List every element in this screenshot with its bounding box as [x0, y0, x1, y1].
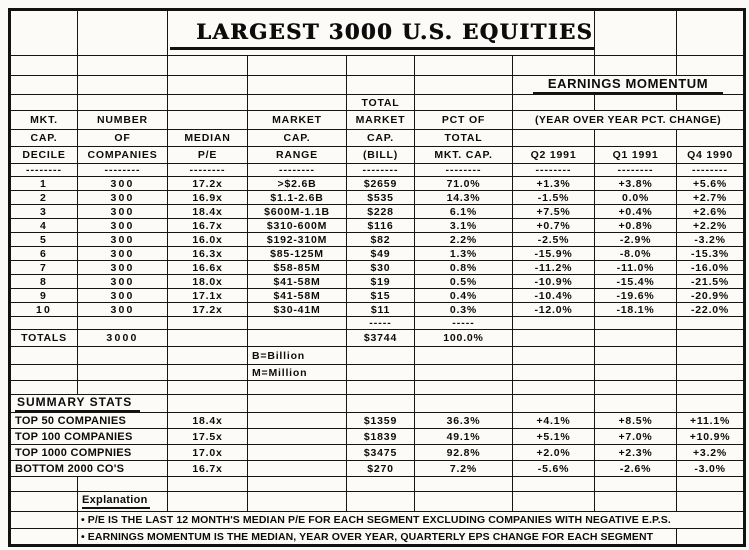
q1-cell: +0.8%: [595, 219, 677, 233]
companies-cell: 300: [78, 177, 168, 191]
empty-cell: [415, 477, 513, 492]
earnings-momentum-row: [10, 76, 745, 95]
range-cell: >$2.6B: [248, 177, 347, 191]
pe-cell: 16.7x: [168, 219, 248, 233]
decile-row-10: [10, 303, 745, 317]
range-cell: $192-310M: [248, 233, 347, 247]
pct-cell: 49.1%: [415, 429, 513, 445]
dash-cell: -----: [347, 317, 415, 330]
q1-cell: 0.0%: [595, 191, 677, 205]
empty-cell: [677, 529, 745, 546]
range-cell: $600M-1.1B: [248, 205, 347, 219]
empty-cell: [168, 365, 248, 381]
dash-cell: --------: [248, 164, 347, 177]
empty-cell: [595, 130, 677, 147]
empty-cell: [513, 95, 595, 111]
col-header-pe: P/E: [168, 147, 248, 164]
pct-cell: 2.2%: [415, 233, 513, 247]
q1-cell: -11.0%: [595, 261, 677, 275]
q2-cell: -2.5%: [513, 233, 595, 247]
empty-cell: [248, 330, 347, 347]
empty-cell: [10, 317, 78, 330]
decile-cell: 9: [10, 289, 78, 303]
explanation-title-text: Explanation: [82, 494, 150, 509]
empty-cell: [78, 76, 168, 95]
empty-cell: [513, 381, 595, 395]
col-header-yoy: (YEAR OVER YEAR PCT. CHANGE): [513, 111, 745, 130]
empty-cell: [78, 95, 168, 111]
empty-cell: [595, 395, 677, 413]
q1-cell: -2.9%: [595, 233, 677, 247]
dash-cell: --------: [513, 164, 595, 177]
empty-cell: [10, 492, 78, 512]
cap-cell: $11: [347, 303, 415, 317]
empty-cell: [677, 10, 745, 56]
decile-row-7: [10, 261, 745, 275]
header-row-2: [10, 130, 745, 147]
pct-cell: 7.2%: [415, 461, 513, 477]
range-cell: $85-125M: [248, 247, 347, 261]
q4-cell: -3.2%: [677, 233, 745, 247]
legend-million: M=Million: [248, 365, 347, 381]
pct-cell: 36.3%: [415, 413, 513, 429]
empty-cell: [168, 477, 248, 492]
q2-cell: +5.1%: [513, 429, 595, 445]
col-header-total: TOTAL: [347, 95, 415, 111]
companies-cell: 300: [78, 261, 168, 275]
q4-cell: +11.1%: [677, 413, 745, 429]
empty-cell: [677, 347, 745, 365]
decile-row-8: [10, 275, 745, 289]
empty-cell: [415, 395, 513, 413]
empty-cell: [347, 76, 415, 95]
empty-cell: [513, 492, 595, 512]
empty-cell: [168, 330, 248, 347]
report-title-text: LARGEST 3000 U.S. EQUITIES: [170, 17, 595, 50]
summary-label: TOP 50 COMPANIES: [10, 413, 168, 429]
dash-cell: --------: [677, 164, 745, 177]
report-title: [168, 10, 595, 56]
empty-cell: [415, 95, 513, 111]
empty-cell: [168, 492, 248, 512]
empty-cell: [248, 317, 347, 330]
empty-cell: [677, 95, 745, 111]
q2-cell: +4.1%: [513, 413, 595, 429]
cap-cell: $1839: [347, 429, 415, 445]
companies-cell: 300: [78, 191, 168, 205]
decile-cell: 6: [10, 247, 78, 261]
pct-cell: 14.3%: [415, 191, 513, 205]
q1-cell: -18.1%: [595, 303, 677, 317]
explanation-title-row: [10, 492, 745, 512]
legend-billion: B=Billion: [248, 347, 347, 365]
cap-cell: $1359: [347, 413, 415, 429]
summary-stats-title: [10, 395, 168, 413]
empty-cell: [168, 95, 248, 111]
pct-cell: 71.0%: [415, 177, 513, 191]
empty-cell: [10, 381, 78, 395]
legend-row-million: [10, 365, 745, 381]
decile-row-6: [10, 247, 745, 261]
q4-cell: -16.0%: [677, 261, 745, 275]
col-header-market2: MARKET: [347, 111, 415, 130]
q2-cell: -10.9%: [513, 275, 595, 289]
explanation-bullet-pe: • P/E IS THE LAST 12 MONTH'S MEDIAN P/E FOR EACH SEGMENT EXCLUDING COMPANIES WITH NEGATIVE E.P.S.: [78, 512, 745, 529]
explanation-bullet-row-1: [10, 512, 745, 529]
empty-cell: [10, 10, 78, 56]
empty-cell: [595, 330, 677, 347]
pct-cell: 0.8%: [415, 261, 513, 275]
header-row-total: [10, 95, 745, 111]
pe-cell: 16.3x: [168, 247, 248, 261]
col-header-mkt: MKT.: [10, 111, 78, 130]
totals-label: TOTALS: [10, 330, 78, 347]
cap-cell: $3475: [347, 445, 415, 461]
pe-cell: 16.0x: [168, 233, 248, 247]
empty-cell: [10, 95, 78, 111]
decile-row-4: [10, 219, 745, 233]
empty-cell: [677, 395, 745, 413]
empty-cell: [595, 10, 677, 56]
empty-cell: [677, 492, 745, 512]
empty-cell: [595, 365, 677, 381]
pe-cell: 17.5x: [168, 429, 248, 445]
empty-cell: [677, 365, 745, 381]
pct-cell: 0.3%: [415, 303, 513, 317]
col-header-median: MEDIAN: [168, 130, 248, 147]
empty-cell: [248, 95, 347, 111]
empty-cell: [677, 381, 745, 395]
divider-dash-row: [10, 164, 745, 177]
summary-label: TOP 100 COMPANIES: [10, 429, 168, 445]
col-header-cap3: CAP.: [347, 130, 415, 147]
range-cell: $41-58M: [248, 275, 347, 289]
empty-cell: [415, 381, 513, 395]
q2-cell: +2.0%: [513, 445, 595, 461]
col-header-decile: DECILE: [10, 147, 78, 164]
q4-cell: +2.2%: [677, 219, 745, 233]
pct-cell: 92.8%: [415, 445, 513, 461]
empty-cell: [347, 381, 415, 395]
q1-cell: -2.6%: [595, 461, 677, 477]
totals-pct: 100.0%: [415, 330, 513, 347]
cap-cell: $228: [347, 205, 415, 219]
empty-cell: [168, 56, 248, 76]
header-row-3: [10, 147, 745, 164]
cap-cell: $2659: [347, 177, 415, 191]
empty-cell: [78, 56, 168, 76]
cap-cell: $535: [347, 191, 415, 205]
q2-cell: +0.7%: [513, 219, 595, 233]
empty-cell: [248, 56, 347, 76]
empty-cell: [168, 381, 248, 395]
col-header-of: OF: [78, 130, 168, 147]
col-header-bill: (BILL): [347, 147, 415, 164]
col-header-q1-1991: Q1 1991: [595, 147, 677, 164]
pct-cell: 0.4%: [415, 289, 513, 303]
empty-cell: [248, 413, 347, 429]
blank-row: [10, 56, 745, 76]
dash-cell: --------: [595, 164, 677, 177]
col-header-cap: CAP.: [10, 130, 78, 147]
pct-cell: 1.3%: [415, 247, 513, 261]
explanation-bullet-momentum: • EARNINGS MOMENTUM IS THE MEDIAN, YEAR OVER YEAR, QUARTERLY EPS CHANGE FOR EACH SEGMENT: [78, 529, 677, 546]
col-header-q2-1991: Q2 1991: [513, 147, 595, 164]
q4-cell: -21.5%: [677, 275, 745, 289]
empty-cell: [78, 317, 168, 330]
decile-cell: 7: [10, 261, 78, 275]
empty-cell: [248, 445, 347, 461]
pe-cell: 16.7x: [168, 461, 248, 477]
empty-cell: [10, 529, 78, 546]
col-header-mktcap: MKT. CAP.: [415, 147, 513, 164]
q4-cell: +2.7%: [677, 191, 745, 205]
q2-cell: -10.4%: [513, 289, 595, 303]
empty-cell: [677, 330, 745, 347]
empty-cell: [78, 365, 168, 381]
empty-cell: [248, 492, 347, 512]
empty-cell: [168, 111, 248, 130]
q1-cell: -8.0%: [595, 247, 677, 261]
decile-row-1: [10, 177, 745, 191]
cap-cell: $19: [347, 275, 415, 289]
empty-cell: [78, 381, 168, 395]
equities-table: [8, 8, 746, 547]
totals-row: [10, 330, 745, 347]
dash-cell: --------: [10, 164, 78, 177]
summary-row-top100: [10, 429, 745, 445]
empty-cell: [347, 347, 415, 365]
decile-cell: 1: [10, 177, 78, 191]
pe-cell: 16.6x: [168, 261, 248, 275]
q2-cell: -12.0%: [513, 303, 595, 317]
empty-cell: [248, 429, 347, 445]
explanation-title: [78, 492, 168, 512]
title-row: [10, 10, 745, 56]
decile-cell: 4: [10, 219, 78, 233]
empty-cell: [595, 56, 677, 76]
q1-cell: +2.3%: [595, 445, 677, 461]
decile-cell: 2: [10, 191, 78, 205]
empty-cell: [347, 492, 415, 512]
empty-cell: [10, 56, 78, 76]
q1-cell: -15.4%: [595, 275, 677, 289]
earnings-momentum-text: EARNINGS MOMENTUM: [533, 76, 723, 94]
empty-cell: [347, 365, 415, 381]
decile-row-2: [10, 191, 745, 205]
legend-row-billion: [10, 347, 745, 365]
pct-cell: 0.5%: [415, 275, 513, 289]
summary-row-top50: [10, 413, 745, 429]
empty-cell: [10, 477, 78, 492]
col-header-pctof: PCT OF: [415, 111, 513, 130]
companies-cell: 300: [78, 275, 168, 289]
summary-title-row: [10, 395, 745, 413]
range-cell: $58-85M: [248, 261, 347, 275]
q4-cell: -15.3%: [677, 247, 745, 261]
blank-row: [10, 477, 745, 492]
empty-cell: [513, 130, 595, 147]
empty-cell: [415, 365, 513, 381]
summary-row-top1000: [10, 445, 745, 461]
empty-cell: [677, 477, 745, 492]
totals-dash-row: [10, 317, 745, 330]
pct-cell: 3.1%: [415, 219, 513, 233]
empty-cell: [248, 461, 347, 477]
empty-cell: [595, 317, 677, 330]
q2-cell: -11.2%: [513, 261, 595, 275]
empty-cell: [415, 492, 513, 512]
pe-cell: 17.1x: [168, 289, 248, 303]
q1-cell: +8.5%: [595, 413, 677, 429]
explanation-bullet-row-2: [10, 529, 745, 546]
empty-cell: [595, 381, 677, 395]
empty-cell: [10, 76, 78, 95]
col-header-range: RANGE: [248, 147, 347, 164]
totals-cap: $3744: [347, 330, 415, 347]
cap-cell: $15: [347, 289, 415, 303]
pe-cell: 17.0x: [168, 445, 248, 461]
empty-cell: [677, 317, 745, 330]
q1-cell: +3.8%: [595, 177, 677, 191]
empty-cell: [513, 317, 595, 330]
col-header-cap2: CAP.: [248, 130, 347, 147]
summary-label: TOP 1000 COMPNIES: [10, 445, 168, 461]
summary-stats-title-text: SUMMARY STATS: [15, 395, 140, 412]
empty-cell: [415, 76, 513, 95]
blank-row: [10, 381, 745, 395]
empty-cell: [248, 395, 347, 413]
earnings-momentum-header: [513, 76, 745, 95]
empty-cell: [78, 10, 168, 56]
range-cell: $41-58M: [248, 289, 347, 303]
totals-companies: 3000: [78, 330, 168, 347]
col-header-total2: TOTAL: [415, 130, 513, 147]
cap-cell: $82: [347, 233, 415, 247]
col-header-q4-1990: Q4 1990: [677, 147, 745, 164]
q4-cell: -3.0%: [677, 461, 745, 477]
range-cell: $1.1-2.6B: [248, 191, 347, 205]
dash-cell: --------: [168, 164, 248, 177]
empty-cell: [595, 477, 677, 492]
q2-cell: -5.6%: [513, 461, 595, 477]
q2-cell: +7.5%: [513, 205, 595, 219]
dash-cell: --------: [78, 164, 168, 177]
summary-label: BOTTOM 2000 CO'S: [10, 461, 168, 477]
empty-cell: [415, 347, 513, 365]
empty-cell: [677, 130, 745, 147]
decile-cell: 3: [10, 205, 78, 219]
q4-cell: +10.9%: [677, 429, 745, 445]
q2-cell: -1.5%: [513, 191, 595, 205]
empty-cell: [595, 347, 677, 365]
companies-cell: 300: [78, 233, 168, 247]
cap-cell: $30: [347, 261, 415, 275]
empty-cell: [248, 477, 347, 492]
cap-cell: $116: [347, 219, 415, 233]
empty-cell: [10, 347, 78, 365]
pe-cell: 17.2x: [168, 303, 248, 317]
pe-cell: 18.4x: [168, 413, 248, 429]
pe-cell: 18.0x: [168, 275, 248, 289]
companies-cell: 300: [78, 247, 168, 261]
col-header-market: MARKET: [248, 111, 347, 130]
empty-cell: [168, 317, 248, 330]
empty-cell: [78, 347, 168, 365]
range-cell: $30-41M: [248, 303, 347, 317]
empty-cell: [513, 347, 595, 365]
q1-cell: +0.4%: [595, 205, 677, 219]
header-row-1: [10, 111, 745, 130]
cap-cell: $270: [347, 461, 415, 477]
empty-cell: [78, 477, 168, 492]
q4-cell: -20.9%: [677, 289, 745, 303]
empty-cell: [513, 56, 595, 76]
empty-cell: [168, 76, 248, 95]
col-header-companies: COMPANIES: [78, 147, 168, 164]
empty-cell: [168, 347, 248, 365]
pe-cell: 16.9x: [168, 191, 248, 205]
col-header-number: NUMBER: [78, 111, 168, 130]
empty-cell: [10, 512, 78, 529]
range-cell: $310-600M: [248, 219, 347, 233]
cap-cell: $49: [347, 247, 415, 261]
decile-cell: 5: [10, 233, 78, 247]
empty-cell: [677, 56, 745, 76]
pe-cell: 18.4x: [168, 205, 248, 219]
decile-cell: 10: [10, 303, 78, 317]
dash-cell: -----: [415, 317, 513, 330]
q2-cell: +1.3%: [513, 177, 595, 191]
q4-cell: +5.6%: [677, 177, 745, 191]
companies-cell: 300: [78, 289, 168, 303]
empty-cell: [513, 477, 595, 492]
q4-cell: +2.6%: [677, 205, 745, 219]
empty-cell: [347, 56, 415, 76]
empty-cell: [595, 95, 677, 111]
pct-cell: 6.1%: [415, 205, 513, 219]
q4-cell: -22.0%: [677, 303, 745, 317]
empty-cell: [513, 365, 595, 381]
summary-row-bottom2000: [10, 461, 745, 477]
q4-cell: +3.2%: [677, 445, 745, 461]
q2-cell: -15.9%: [513, 247, 595, 261]
empty-cell: [347, 395, 415, 413]
companies-cell: 300: [78, 219, 168, 233]
q1-cell: +7.0%: [595, 429, 677, 445]
empty-cell: [10, 365, 78, 381]
companies-cell: 300: [78, 205, 168, 219]
decile-row-5: [10, 233, 745, 247]
empty-cell: [347, 477, 415, 492]
pe-cell: 17.2x: [168, 177, 248, 191]
dash-cell: --------: [347, 164, 415, 177]
empty-cell: [168, 395, 248, 413]
empty-cell: [513, 395, 595, 413]
companies-cell: 300: [78, 303, 168, 317]
decile-cell: 8: [10, 275, 78, 289]
empty-cell: [248, 76, 347, 95]
empty-cell: [513, 330, 595, 347]
decile-row-3: [10, 205, 745, 219]
q1-cell: -19.6%: [595, 289, 677, 303]
dash-cell: --------: [415, 164, 513, 177]
decile-row-9: [10, 289, 745, 303]
empty-cell: [595, 492, 677, 512]
empty-cell: [415, 56, 513, 76]
empty-cell: [248, 381, 347, 395]
